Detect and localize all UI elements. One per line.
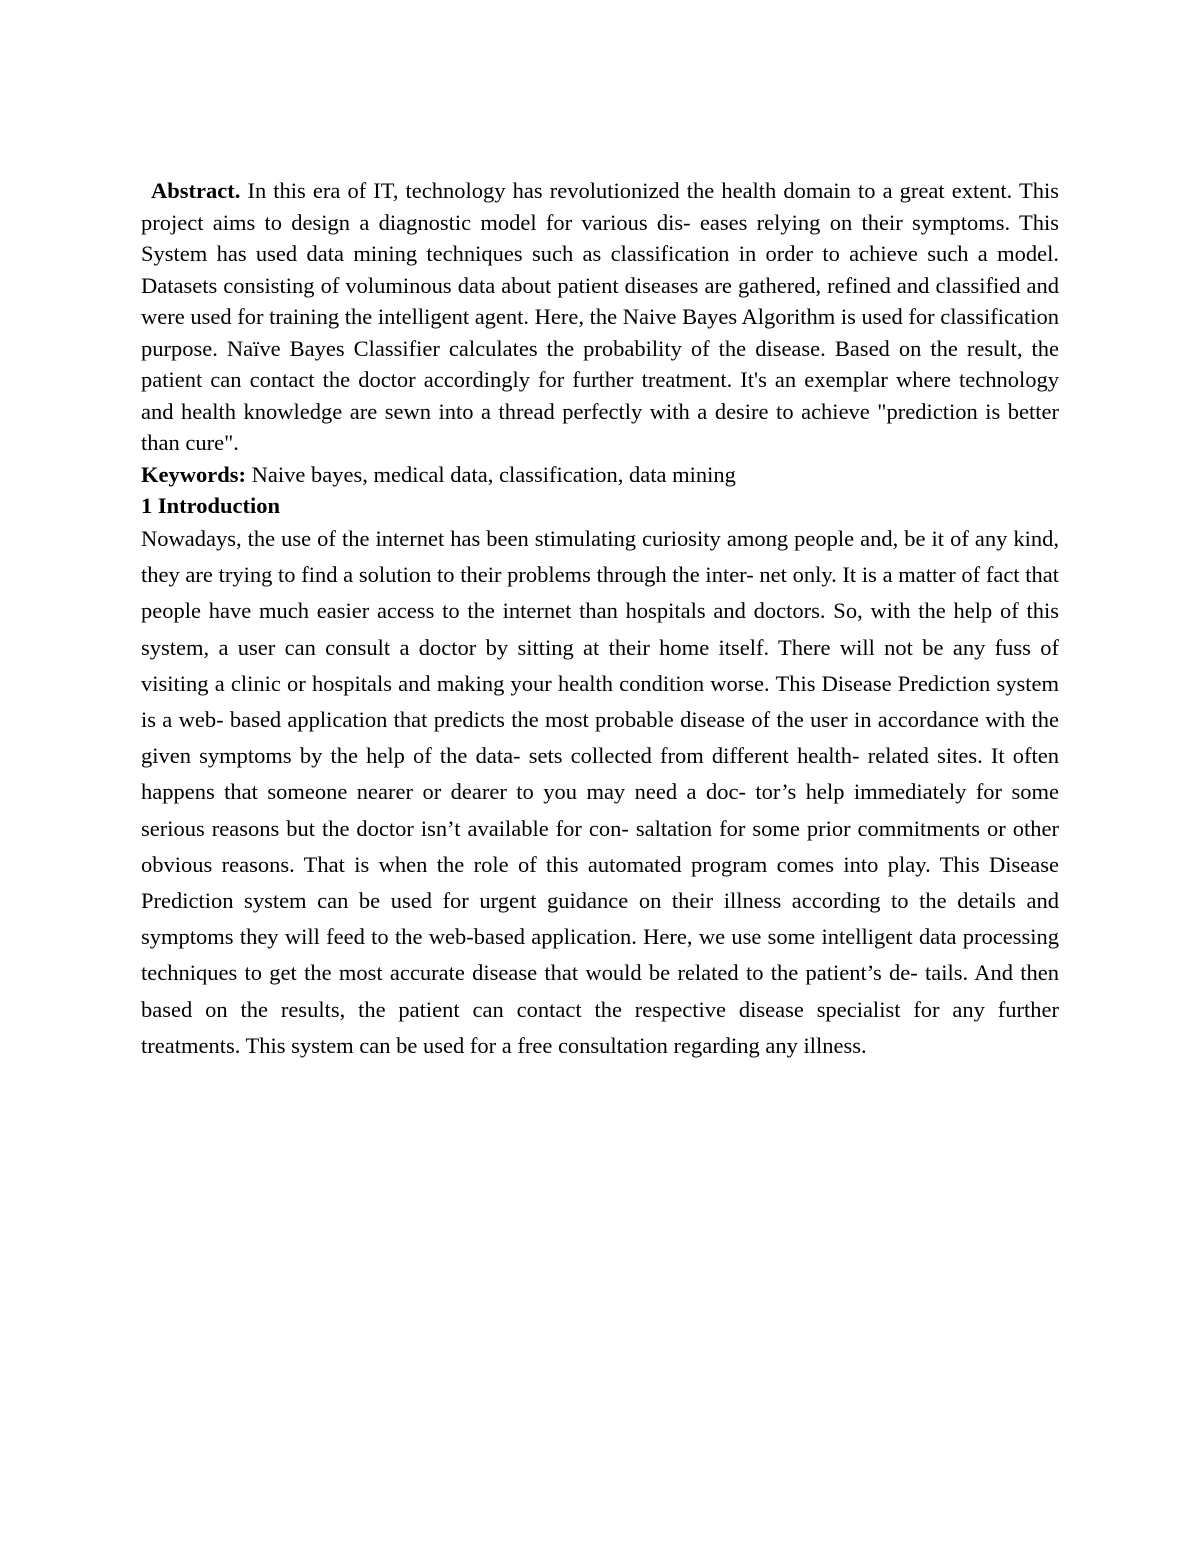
keywords-text: Naive bayes, medical data, classification, data mining	[251, 461, 736, 487]
introduction-paragraph: Nowadays, the use of the internet has been stimulating curiosity among people and, be it of any kind, they are trying to find a solution to their problems through the inter- net only. It is a matter of fact that people have much easier access to the internet than hospitals and doctors. So, with the help of this system, a user can consult a doctor by sitting at their home itself. There will not be any fuss of visiting a clinic or hospitals and making your health condition worse. This Disease Prediction system is a web- based application that predicts the most probable disease of the user in accordance with the given symptoms by the help of the data- sets collected from different health- related sites. It often happens that someone nearer or dearer to you may need a doc- tor’s help immediately for some serious reasons but the doctor isn’t available for con- saltation for some prior commitments or other obvious reasons. That is when the role of this automated program comes into play. This Disease Prediction system can be used for urgent guidance on their illness according to the details and symptoms they will feed to the web-based application. Here, we use some intelligent data processing techniques to get the most accurate disease that would be related to the patient’s de- tails. And then based on the results, the patient can contact the respective disease specialist for any further treatments. This system can be used for a free consultation regarding any illness.	[141, 526, 1059, 1058]
abstract-text: In this era of IT, technology has revolutionized the health domain to a great extent. This project aims to design a diagnostic model for various dis- eases relying on their symptoms. This System has used data mining techniques such as classification in order to achieve such a model. Datasets consisting of voluminous data about patient diseases are gathered, refined and classified and were used for training the intelligent agent. Here, the Naive Bayes Algorithm is used for classification purpose. Naïve Bayes Classifier calculates the probability of the disease. Based on the result, the patient can contact the doctor accordingly for further treatment. It's an exemplar where technology and health knowledge are sewn into a thread perfectly with a desire to achieve "prediction is better than cure".	[141, 178, 1059, 455]
keywords-line	[141, 459, 1059, 491]
introduction-heading: 1 Introduction	[141, 493, 280, 518]
abstract-paragraph	[141, 175, 1059, 459]
document-body	[141, 175, 1059, 1064]
abstract-label: Abstract.	[151, 178, 241, 203]
keywords-label: Keywords:	[141, 461, 246, 487]
